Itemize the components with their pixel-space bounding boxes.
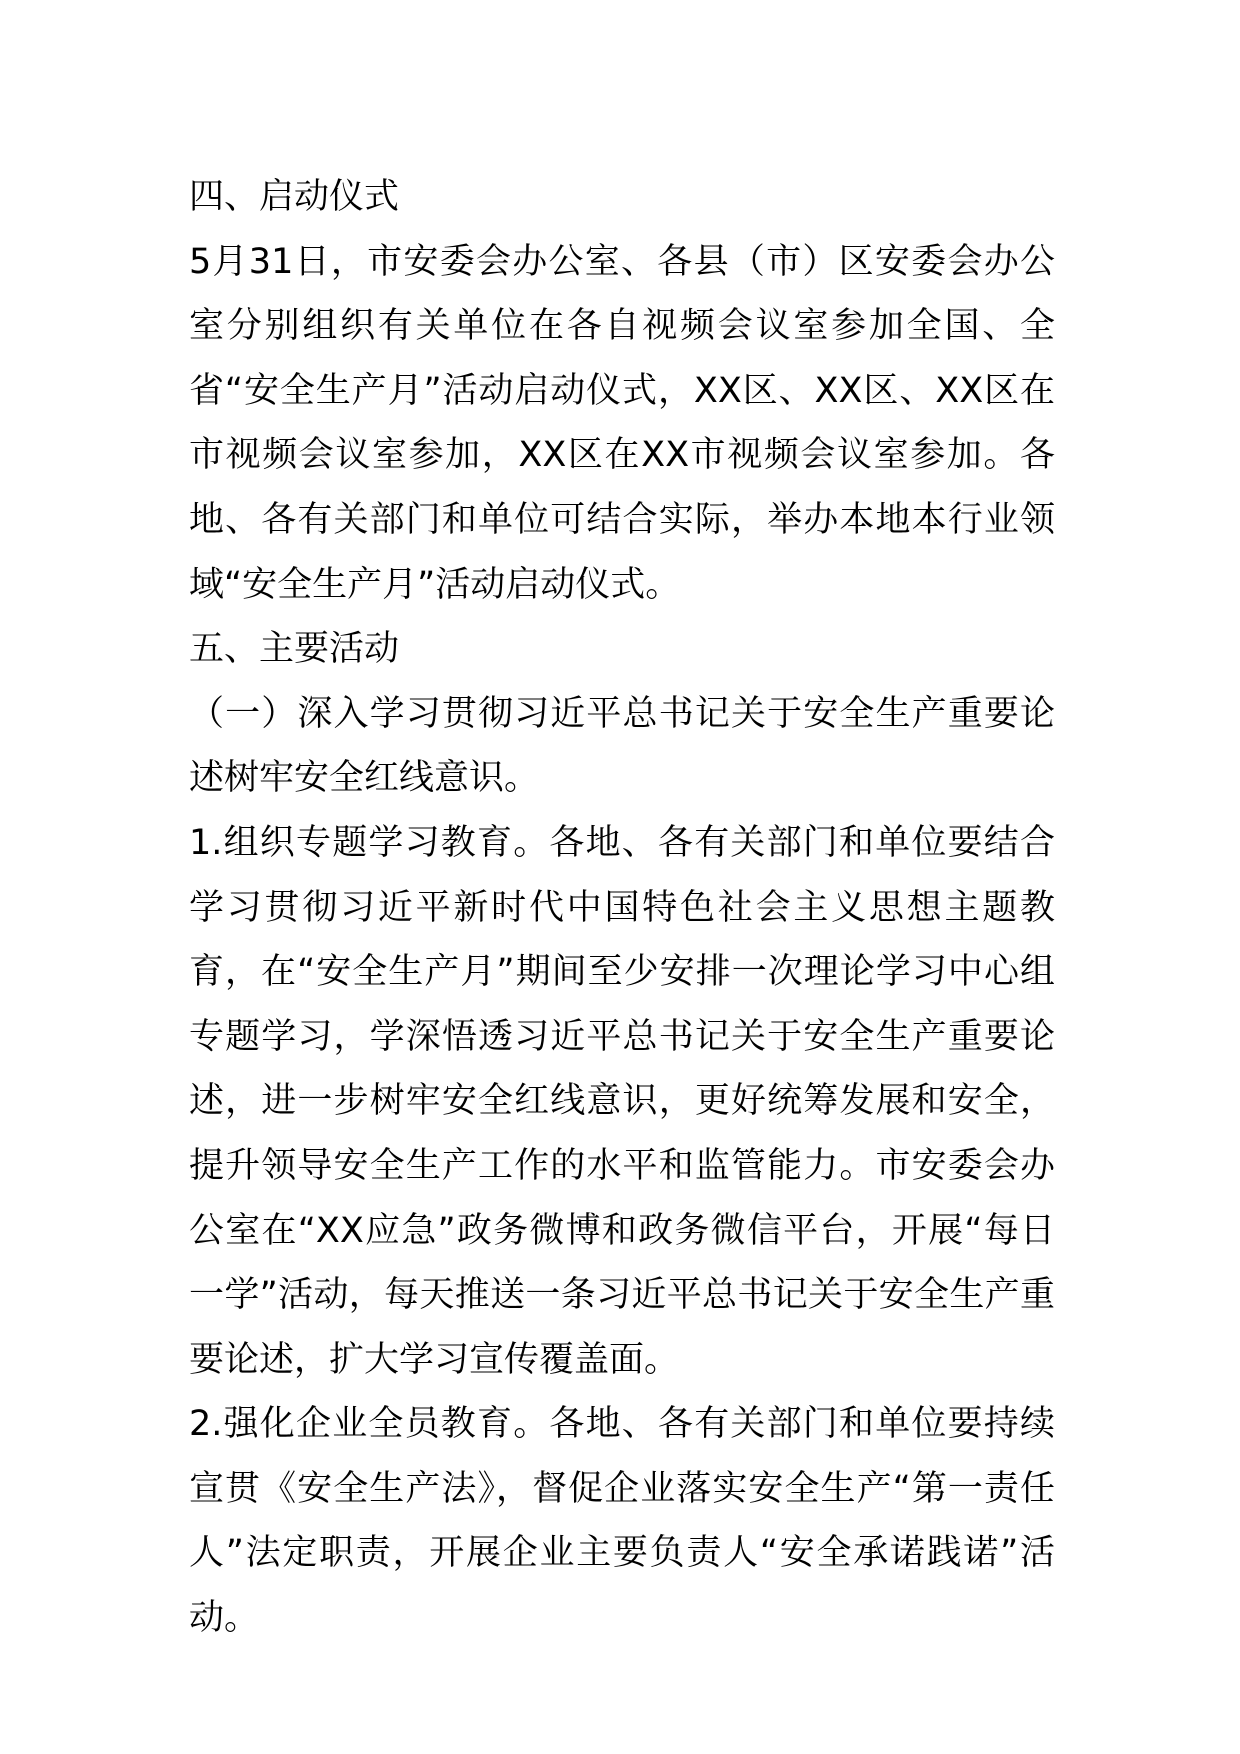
document-page — [189, 165, 1055, 1651]
paragraph-item-2: 2.强化企业全员教育。各地、各有关部门和单位要持续宣贯《安全生产法》，督促企业落实安全生产“第一责任人”法定职责，开展企业主要负责人“安全承诺践诺”活动。 — [189, 1404, 1055, 1639]
section-heading-startup-ceremony: 四、启动仪式 — [189, 177, 400, 217]
section-heading-main-activities: 五、主要活动 — [189, 629, 400, 670]
paragraph-startup-ceremony: 5月31日，市安委会办公室、各县（市）区安委会办公室分别组织有关单位在各自视频会议室参加全国、全省“安全生产月”活动启动仪式，XX区、XX区、XX区在市视频会议室参加，XX区在XX市视频会议室参加。各地、各有关部门和单位可结合实际，举办本地本行业领域“安全生产月”活动启动仪式。 — [189, 241, 1055, 605]
paragraph-item-1: 1.组织专题学习教育。各地、各有关部门和单位要结合学习贯彻习近平新时代中国特色社会主义思想主题教育，在“安全生产月”期间至少安排一次理论学习中心组专题学习，学深悟透习近平总书记关于安全生产重要论述，进一步树牢安全红线意识，更好统筹发展和安全，提升领导安全生产工作的水平和监管能力。市安委会办公室在“XX应急”政务微博和政务微信平台，开展“每日一学”活动，每天推送一条习近平总书记关于安全生产重要论述，扩大学习宣传覆盖面。 — [189, 822, 1055, 1380]
subsection-heading-study: （一）深入学习贯彻习近平总书记关于安全生产重要论述树牢安全红线意识。 — [189, 693, 1055, 799]
